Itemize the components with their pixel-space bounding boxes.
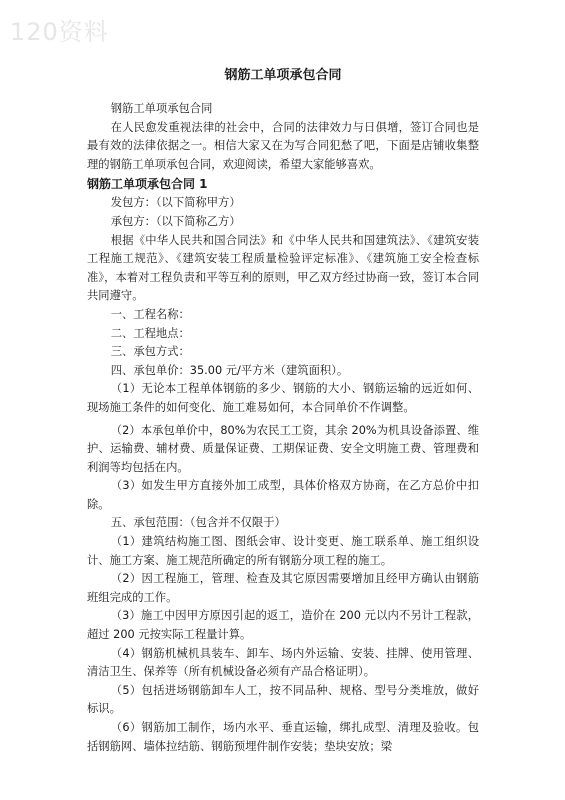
document-page [87,66,479,756]
paragraph: 三、承包方式： [110,345,190,359]
paragraph: 二、工程地点： [110,326,190,340]
paragraph: 发包方：（以下简称甲方） [110,196,241,210]
paragraph: 五、承包范围：（包含并不仅限于） [110,516,286,530]
section-heading: 钢筋工单项承包合同 1 [87,177,208,192]
watermark-logo: 120资料 [10,18,109,46]
document-body [87,100,479,756]
paragraph: 四、承包单价：35.00 元/平方米（建筑面积）。 [110,363,349,377]
paragraph: （2）因工程施工，管理、检查及其它原因需要增加且经甲方确认由钢筋班组完成的工作。 [87,572,479,604]
paragraph: （3）施工中因甲方原因引起的返工，造价在 200 元以内不另计工程款，超过 200 元按实际工程量计算。 [87,609,479,642]
paragraph: 钢筋工单项承包合同 [110,102,213,115]
document-title: 钢筋工单项承包合同 [224,68,342,83]
paragraph: 根据《中华人民共和国合同法》和《中华人民共和国建筑法》、《建筑安装工程施工规范》、《建筑安装工程质量检验评定标准》、《建筑施工安全检查标准》，本着对工程负责和平等互利的原则，甲乙双方经过协商一致，签订本合同共同遵守。 [87,233,479,303]
paragraph: （3）如发生甲方直接外加工成型，具体价格双方协商，在乙方总价中扣除。 [87,479,479,511]
paragraph: （5）包括进场钢筋卸车人工，按不同品种、规格、型号分类堆放，做好标识。 [87,683,479,716]
paragraph: 承包方：（以下简称乙方） [110,214,241,228]
paragraph: 一、工程名称： [110,307,190,321]
paragraph: （2）本承包单价中，80%为农民工工资，其余 20%为机具设备添置、维护、运输费、辅材费、质量保证费、工期保证费、安全文明施工费、管理费和利润等均包括在内。 [87,423,479,474]
paragraph: （1）建筑结构施工图、图纸会审、设计变更、施工联系单、施工组织设计、施工方案、施工规范所确定的所有钢筋分项工程的施工。 [87,535,479,567]
paragraph: （1）无论本工程单体钢筋的多少、钢筋的大小、钢筋运输的远近如何、现场施工条件的如何变化、施工难易如何，本合同单价不作调整。 [87,382,479,414]
paragraph: 在人民愈发重视法律的社会中，合同的法律效力与日俱增，签订合同也是最有效的法律依据之一。相信大家又在为写合同犯愁了吧，下面是店铺收集整理的钢筋工单项承包合同，欢迎阅读，希望大家能够喜欢。 [87,120,479,171]
paragraph: （4）钢筋机械机具装车、卸车、场内外运输、安装、挂牌、使用管理、清洁卫生、保养等（所有机械设备必须有产品合格证明）。 [87,646,479,679]
paragraph: （6）钢筋加工制作，场内水平、垂直运输，绑扎成型、清理及验收。包括钢筋网、墙体拉结筋、钢筋预埋件制作安装；垫块安放；梁 [87,721,479,753]
